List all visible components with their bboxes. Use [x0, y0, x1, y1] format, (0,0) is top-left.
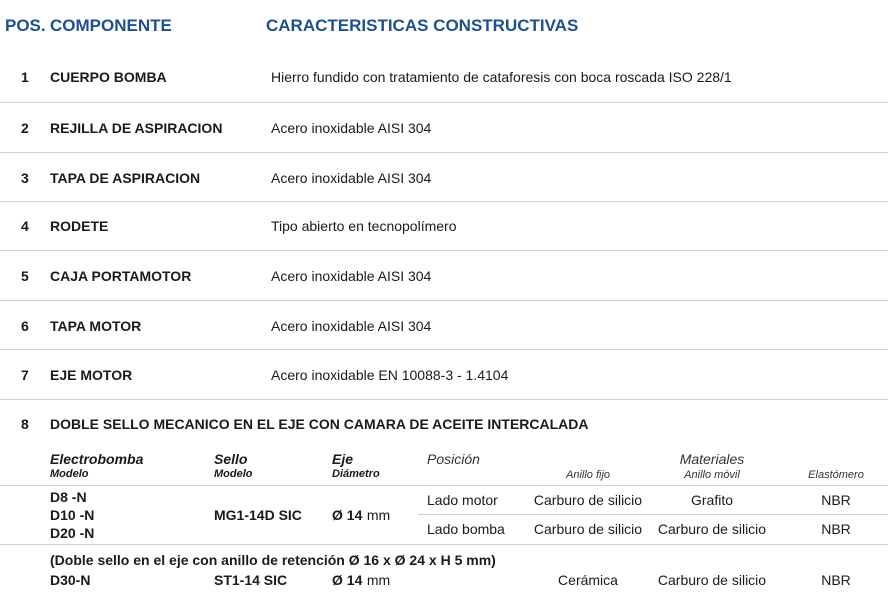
header-sello: Sello [214, 451, 248, 467]
d30-movil: Carburo de silicio [657, 572, 767, 588]
row-component: TAPA DE ASPIRACION [50, 170, 201, 186]
table-divider [418, 514, 888, 515]
eje-diameter [332, 507, 390, 525]
header-componente: COMPONENTE [50, 16, 172, 35]
row-divider [0, 399, 888, 400]
row-characteristic: Tipo abierto en tecnopolímero [271, 218, 457, 234]
eje-unit: mm [366, 507, 391, 523]
row-characteristic: Hierro fundido con tratamiento de cataforesis con boca roscada ISO 228/1 [271, 69, 732, 85]
row-pos: 1 [21, 69, 29, 85]
movil-lado-bomba: Carburo de silicio [657, 521, 767, 537]
model-d20: D20 -N [50, 525, 95, 541]
elast-lado-motor: NBR [821, 492, 851, 508]
row-pos: 5 [21, 268, 29, 284]
header-electrobomba-sub: Modelo [50, 468, 89, 480]
row-pos: 3 [21, 170, 29, 186]
header-electrobomba: Electrobomba [50, 451, 144, 467]
row-divider [0, 349, 888, 350]
header-anillo-movil: Anillo móvil [684, 469, 740, 481]
fijo-lado-motor: Carburo de silicio [533, 492, 643, 508]
header-anillo-fijo: Anillo fijo [565, 469, 611, 481]
eje-value: Ø 14 [332, 507, 363, 523]
row-characteristic: Acero inoxidable EN 10088-3 - 1.4104 [271, 367, 509, 383]
row-characteristic: Acero inoxidable AISI 304 [271, 170, 432, 186]
header-eje: Eje [332, 451, 354, 467]
row-component: REJILLA DE ASPIRACION [50, 120, 223, 136]
d30-fijo: Cerámica [558, 572, 618, 588]
row-component: EJE MOTOR [50, 367, 133, 383]
row-characteristic: Acero inoxidable AISI 304 [271, 268, 432, 284]
row-pos: 2 [21, 120, 29, 136]
d30-sello: ST1-14 SIC [214, 572, 288, 588]
header-sello-sub: Modelo [214, 468, 253, 480]
posicion-lado-motor: Lado motor [427, 492, 498, 508]
posicion-lado-bomba: Lado bomba [427, 521, 505, 537]
row-divider [0, 152, 888, 153]
fijo-lado-bomba: Carburo de silicio [533, 521, 643, 537]
table-divider [0, 544, 888, 545]
header-eje-sub: Diámetro [332, 468, 380, 480]
row-divider [0, 250, 888, 251]
row-component: CAJA PORTAMOTOR [50, 268, 192, 284]
row-component: CUERPO BOMBA [50, 69, 167, 85]
header-materiales: Materiales [679, 451, 745, 467]
model-d8: D8 -N [50, 489, 87, 505]
model-d30: D30-N [50, 572, 91, 588]
row-pos: 8 [21, 416, 29, 432]
d30-eje-value: Ø 14 [332, 572, 363, 588]
sello-model: MG1-14D SIC [214, 507, 302, 523]
row-pos: 4 [21, 218, 29, 234]
row-pos: 7 [21, 367, 29, 383]
row-divider [0, 300, 888, 301]
row-pos: 6 [21, 318, 29, 334]
header-caracteristicas: CARACTERISTICAS CONSTRUCTIVAS [266, 16, 579, 35]
seal-title: DOBLE SELLO MECANICO EN EL EJE CON CAMARA DE ACEITE INTERCALADA [50, 416, 589, 432]
row-divider [0, 102, 888, 103]
seal-note: (Doble sello en el eje con anillo de retención Ø 16 x Ø 24 x H 5 mm) [50, 552, 496, 568]
d30-eje [332, 572, 390, 590]
row-characteristic: Acero inoxidable AISI 304 [271, 120, 432, 136]
header-pos: POS. [5, 16, 46, 35]
header-elastomero: Elastómero [808, 469, 864, 481]
d30-eje-unit: mm [366, 572, 391, 588]
elast-lado-bomba: NBR [821, 521, 851, 537]
header-posicion: Posición [427, 451, 480, 467]
row-component: RODETE [50, 218, 109, 234]
row-component: TAPA MOTOR [50, 318, 142, 334]
row-divider [0, 201, 888, 202]
model-d10: D10 -N [50, 507, 95, 523]
movil-lado-motor: Grafito [690, 492, 734, 508]
table-divider [0, 485, 888, 486]
d30-elast: NBR [821, 572, 851, 588]
row-characteristic: Acero inoxidable AISI 304 [271, 318, 432, 334]
